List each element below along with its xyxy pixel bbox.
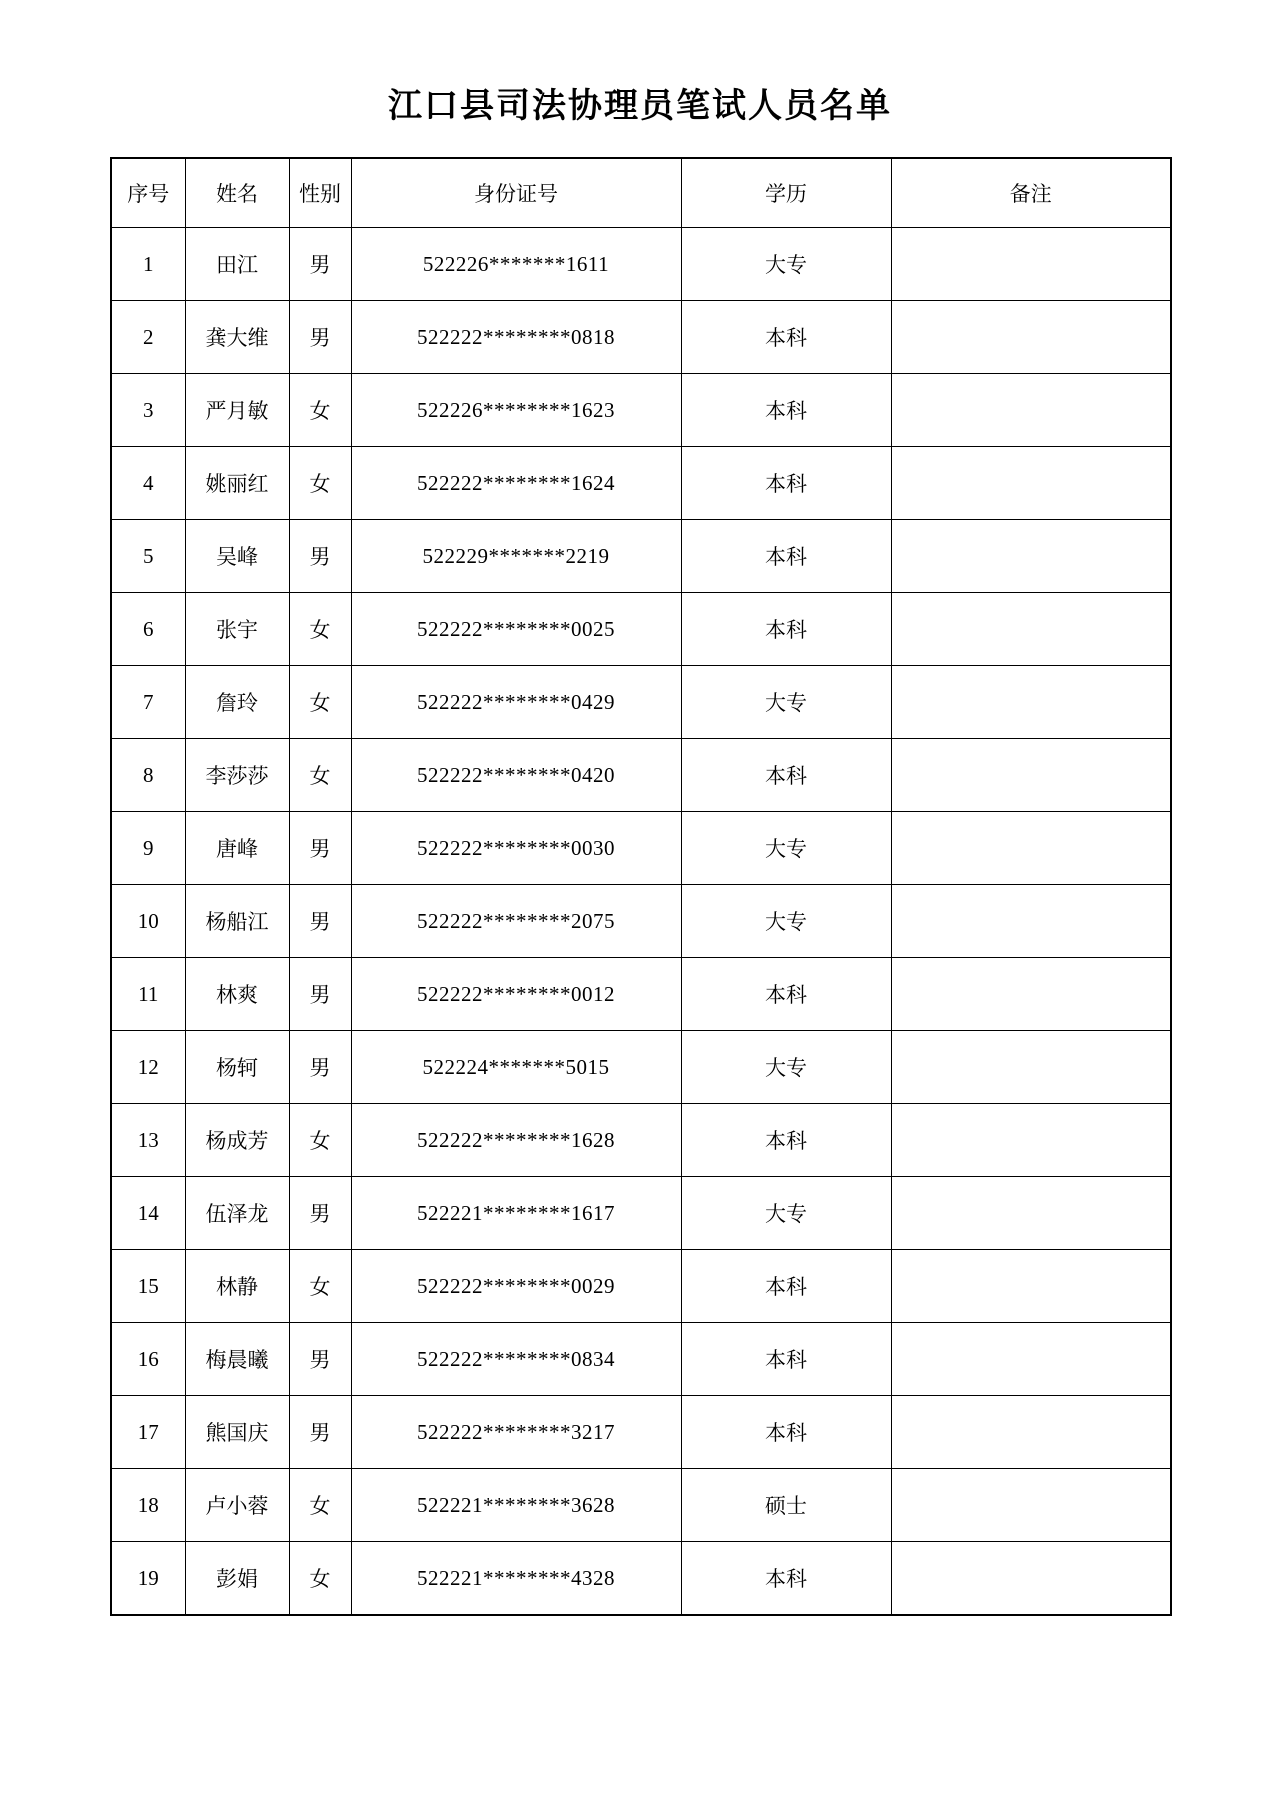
cell-gender: 女 [289, 374, 351, 447]
cell-remark [891, 812, 1171, 885]
cell-index: 17 [111, 1396, 185, 1469]
cell-remark [891, 520, 1171, 593]
cell-index: 4 [111, 447, 185, 520]
cell-education: 大专 [681, 666, 891, 739]
cell-index: 16 [111, 1323, 185, 1396]
cell-name: 田江 [185, 228, 289, 301]
column-header-name: 姓名 [185, 158, 289, 228]
table-row [111, 447, 1171, 520]
cell-index: 5 [111, 520, 185, 593]
cell-name: 唐峰 [185, 812, 289, 885]
cell-remark [891, 1323, 1171, 1396]
cell-gender: 女 [289, 1104, 351, 1177]
cell-education: 本科 [681, 958, 891, 1031]
table-row [111, 593, 1171, 666]
cell-id-number: 522221********1617 [351, 1177, 681, 1250]
table-row [111, 520, 1171, 593]
cell-remark [891, 1177, 1171, 1250]
cell-id-number: 522222********0030 [351, 812, 681, 885]
cell-name: 严月敏 [185, 374, 289, 447]
cell-gender: 女 [289, 1469, 351, 1542]
roster-table [110, 157, 1172, 1616]
cell-name: 伍泽龙 [185, 1177, 289, 1250]
column-header-index: 序号 [111, 158, 185, 228]
cell-remark [891, 374, 1171, 447]
cell-index: 13 [111, 1104, 185, 1177]
cell-remark [891, 885, 1171, 958]
table-row [111, 1250, 1171, 1323]
cell-remark [891, 1250, 1171, 1323]
cell-gender: 女 [289, 739, 351, 812]
cell-education: 大专 [681, 1031, 891, 1104]
cell-gender: 女 [289, 1250, 351, 1323]
cell-index: 9 [111, 812, 185, 885]
cell-index: 3 [111, 374, 185, 447]
table-row [111, 1469, 1171, 1542]
cell-education: 本科 [681, 1250, 891, 1323]
cell-gender: 男 [289, 885, 351, 958]
cell-index: 19 [111, 1542, 185, 1616]
cell-remark [891, 228, 1171, 301]
cell-id-number: 522222********0025 [351, 593, 681, 666]
cell-name: 杨轲 [185, 1031, 289, 1104]
cell-id-number: 522222********0029 [351, 1250, 681, 1323]
cell-index: 14 [111, 1177, 185, 1250]
cell-gender: 女 [289, 593, 351, 666]
cell-name: 李莎莎 [185, 739, 289, 812]
cell-index: 11 [111, 958, 185, 1031]
table-row [111, 1177, 1171, 1250]
cell-education: 本科 [681, 739, 891, 812]
cell-remark [891, 447, 1171, 520]
cell-education: 大专 [681, 228, 891, 301]
cell-education: 本科 [681, 447, 891, 520]
table-row [111, 739, 1171, 812]
cell-name: 彭娟 [185, 1542, 289, 1616]
cell-education: 大专 [681, 885, 891, 958]
cell-id-number: 522222********0420 [351, 739, 681, 812]
column-header-education: 学历 [681, 158, 891, 228]
cell-education: 本科 [681, 1396, 891, 1469]
cell-education: 本科 [681, 593, 891, 666]
cell-remark [891, 301, 1171, 374]
cell-remark [891, 1031, 1171, 1104]
cell-remark [891, 739, 1171, 812]
roster-table-container [110, 157, 1170, 1616]
cell-id-number: 522226********1623 [351, 374, 681, 447]
cell-remark [891, 593, 1171, 666]
cell-remark [891, 958, 1171, 1031]
cell-name: 詹玲 [185, 666, 289, 739]
cell-gender: 女 [289, 666, 351, 739]
table-row [111, 958, 1171, 1031]
cell-education: 硕士 [681, 1469, 891, 1542]
cell-name: 吴峰 [185, 520, 289, 593]
table-row [111, 1031, 1171, 1104]
table-row [111, 228, 1171, 301]
table-row [111, 374, 1171, 447]
cell-gender: 男 [289, 1177, 351, 1250]
cell-education: 大专 [681, 812, 891, 885]
cell-gender: 男 [289, 958, 351, 1031]
table-row [111, 812, 1171, 885]
cell-id-number: 522221********3628 [351, 1469, 681, 1542]
cell-gender: 女 [289, 447, 351, 520]
cell-id-number: 522224*******5015 [351, 1031, 681, 1104]
cell-index: 7 [111, 666, 185, 739]
page-title: 江口县司法协理员笔试人员名单 [388, 88, 892, 125]
cell-name: 姚丽红 [185, 447, 289, 520]
cell-education: 本科 [681, 301, 891, 374]
cell-index: 8 [111, 739, 185, 812]
cell-id-number: 522229*******2219 [351, 520, 681, 593]
cell-name: 杨船江 [185, 885, 289, 958]
cell-index: 12 [111, 1031, 185, 1104]
cell-id-number: 522222********1628 [351, 1104, 681, 1177]
table-row [111, 1104, 1171, 1177]
column-header-id-number: 身份证号 [351, 158, 681, 228]
cell-index: 18 [111, 1469, 185, 1542]
cell-education: 本科 [681, 1104, 891, 1177]
cell-id-number: 522222********0834 [351, 1323, 681, 1396]
table-row [111, 1396, 1171, 1469]
cell-remark [891, 1396, 1171, 1469]
cell-id-number: 522222********3217 [351, 1396, 681, 1469]
column-header-gender: 性别 [289, 158, 351, 228]
cell-gender: 男 [289, 1031, 351, 1104]
cell-id-number: 522222********0012 [351, 958, 681, 1031]
cell-id-number: 522222********0429 [351, 666, 681, 739]
cell-index: 10 [111, 885, 185, 958]
cell-name: 林爽 [185, 958, 289, 1031]
cell-id-number: 522222********2075 [351, 885, 681, 958]
cell-education: 大专 [681, 1177, 891, 1250]
cell-gender: 女 [289, 1542, 351, 1616]
cell-education: 本科 [681, 374, 891, 447]
table-row [111, 1542, 1171, 1616]
cell-id-number: 522221********4328 [351, 1542, 681, 1616]
cell-gender: 男 [289, 520, 351, 593]
table-header [111, 158, 1171, 228]
table-row [111, 885, 1171, 958]
cell-id-number: 522222********1624 [351, 447, 681, 520]
table-header-row [111, 158, 1171, 228]
cell-name: 龚大维 [185, 301, 289, 374]
cell-remark [891, 666, 1171, 739]
cell-name: 张宇 [185, 593, 289, 666]
cell-name: 杨成芳 [185, 1104, 289, 1177]
cell-gender: 男 [289, 1396, 351, 1469]
cell-remark [891, 1104, 1171, 1177]
column-header-remark: 备注 [891, 158, 1171, 228]
cell-index: 1 [111, 228, 185, 301]
cell-name: 林静 [185, 1250, 289, 1323]
cell-remark [891, 1469, 1171, 1542]
cell-id-number: 522226*******1611 [351, 228, 681, 301]
cell-name: 梅晨曦 [185, 1323, 289, 1396]
table-row [111, 1323, 1171, 1396]
cell-index: 6 [111, 593, 185, 666]
cell-education: 本科 [681, 1323, 891, 1396]
cell-index: 2 [111, 301, 185, 374]
cell-gender: 男 [289, 228, 351, 301]
cell-name: 卢小蓉 [185, 1469, 289, 1542]
table-row [111, 301, 1171, 374]
cell-remark [891, 1542, 1171, 1616]
cell-gender: 男 [289, 812, 351, 885]
cell-gender: 男 [289, 1323, 351, 1396]
cell-id-number: 522222********0818 [351, 301, 681, 374]
table-body [111, 228, 1171, 1616]
cell-education: 本科 [681, 1542, 891, 1616]
cell-index: 15 [111, 1250, 185, 1323]
cell-gender: 男 [289, 301, 351, 374]
table-row [111, 666, 1171, 739]
cell-name: 熊国庆 [185, 1396, 289, 1469]
cell-education: 本科 [681, 520, 891, 593]
